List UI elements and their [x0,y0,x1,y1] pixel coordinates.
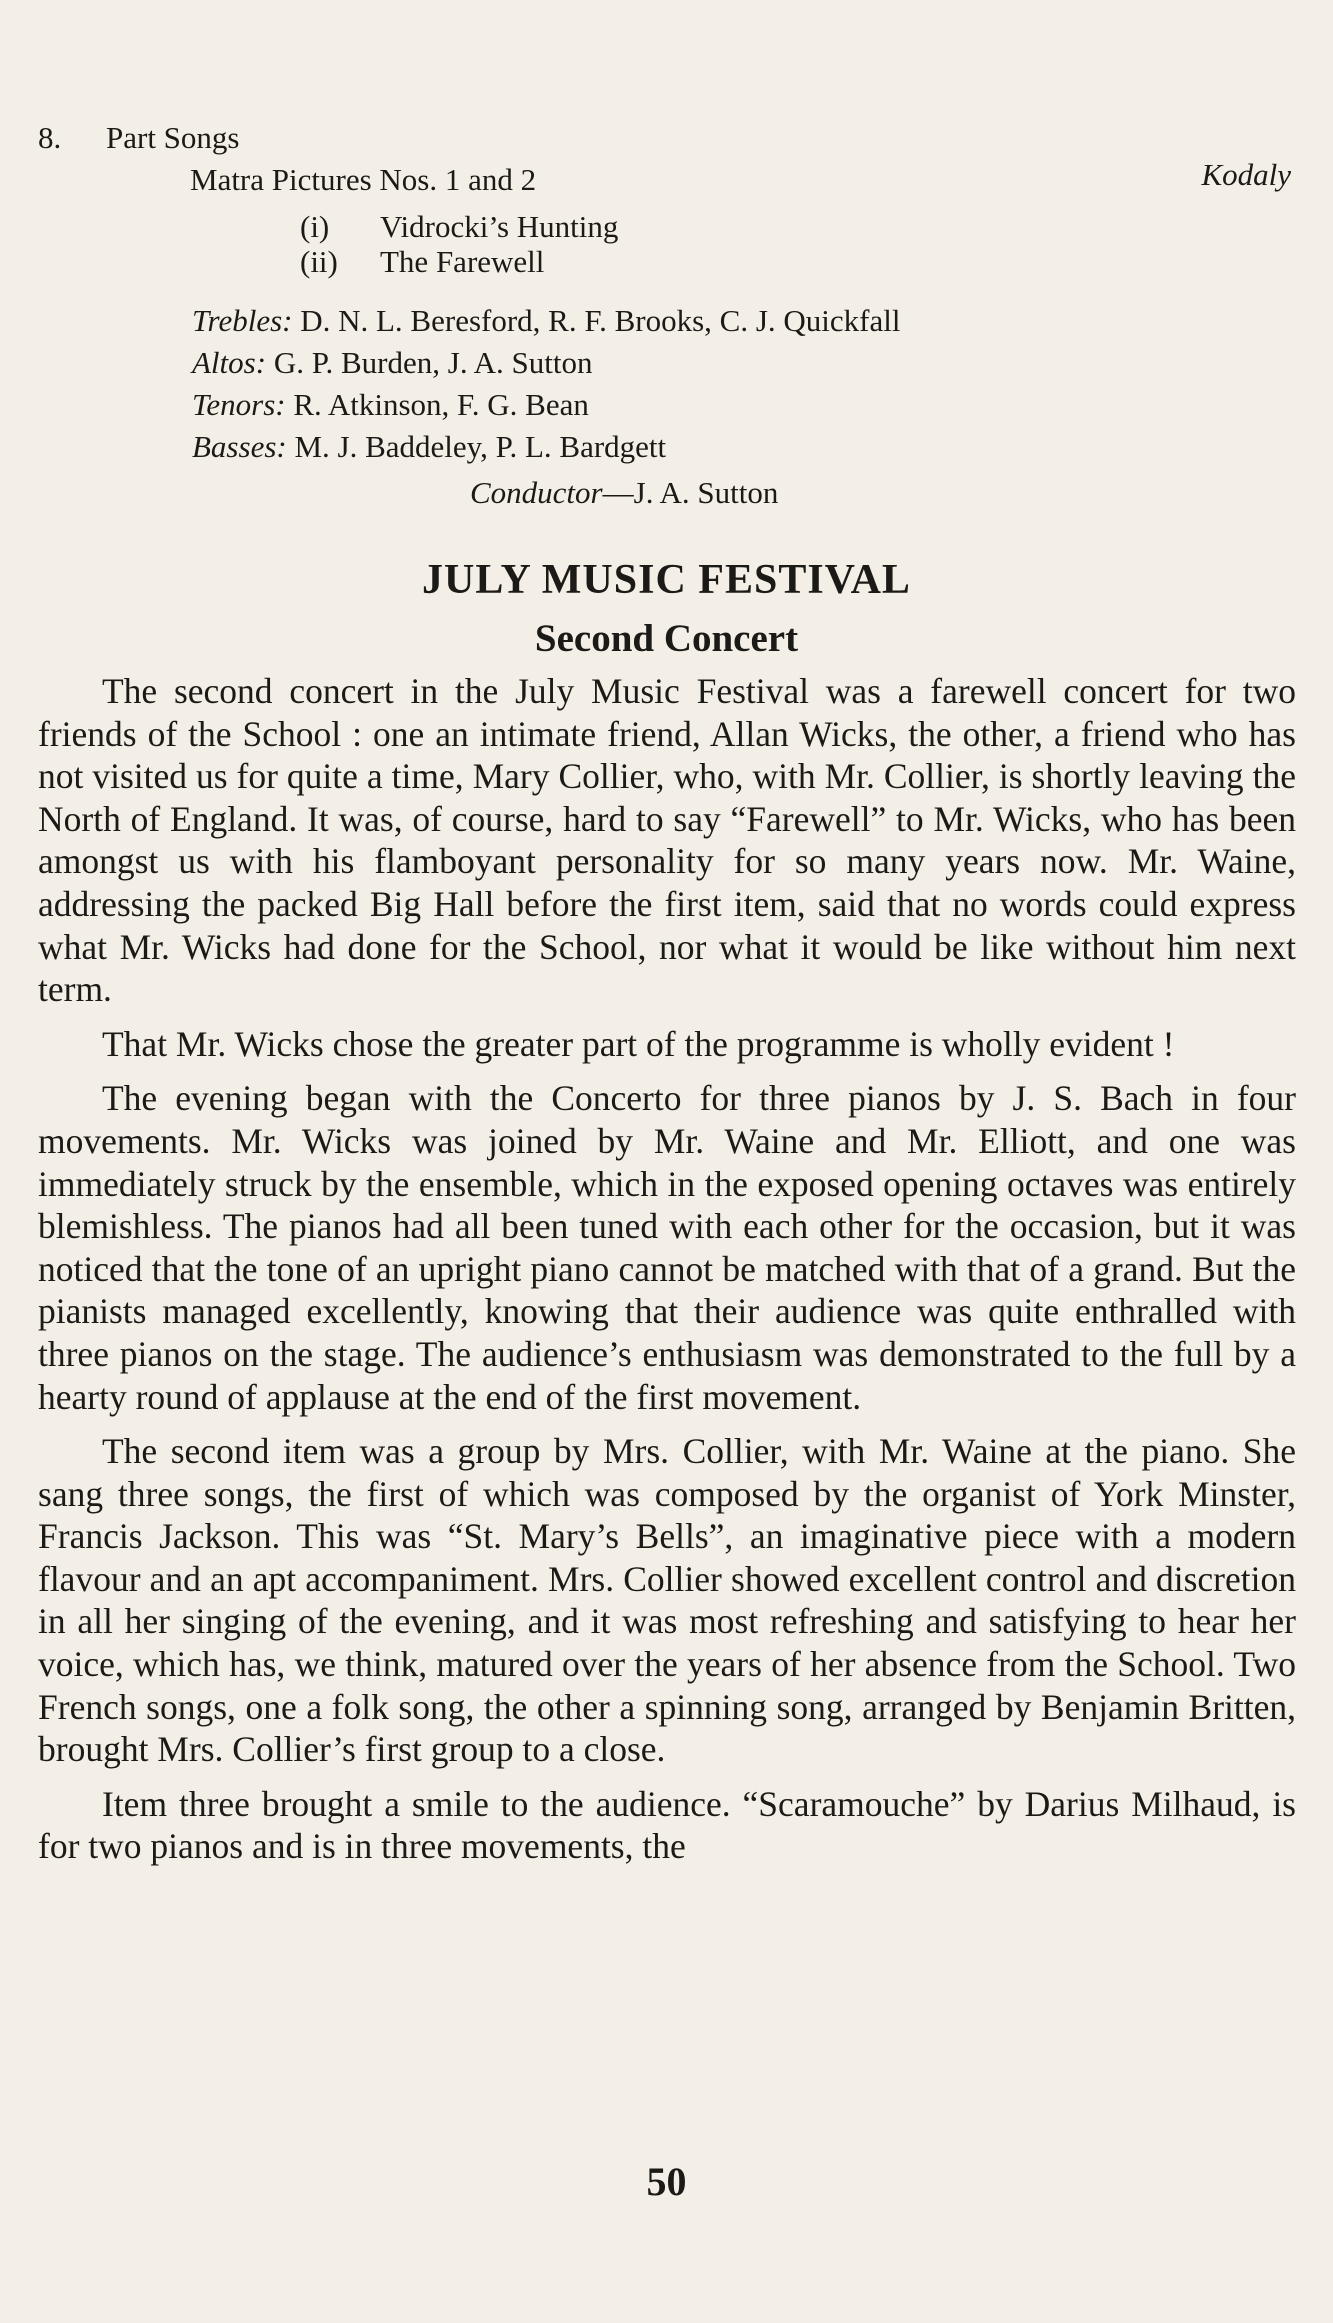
movement-title: Vidrocki’s Hunting [380,209,619,244]
programme-item-title: Part Songs [106,120,240,155]
voice-label: Altos: [192,345,267,380]
voice-label: Trebles: [192,303,293,338]
voice-label: Basses: [192,429,287,464]
conductor-label: Conductor [470,475,603,510]
movement-number: (ii) [300,244,338,279]
programme-item-number: 8. [38,120,62,155]
conductor-line [470,472,778,514]
paragraph: That Mr. Wicks chose the greater part of the programme is wholly evident ! [102,1023,1175,1064]
article-subheading: Second Concert [534,617,799,660]
performer-line-basses [192,426,666,468]
movement-title: The Farewell [380,244,545,279]
voice-names: D. N. L. Beresford, R. F. Brooks, C. J. Quickfall [300,303,901,338]
conductor-name: —J. A. Sutton [602,475,779,510]
voice-label: Tenors: [192,387,286,422]
paragraph: The evening began with the Concerto for three pianos by J. S. Bach in four movements. Mr. Wicks was joined by Mr. Waine and Mr. Elliott, and one was immediately struck by the ensemble, which in the exposed opening octaves was entirely blemishless. The pianos had all been tuned with each other for the occasion, but it was noticed that the tone of an upright piano cannot be matched with that of a grand. But the pianists managed excellently, knowing that their audience was quite enthralled with three pianos on the stage. The audience’s enthusiasm was demonstrated to the full by a hearty round of applause at the end of the first movement. [38,1078,1296,1417]
programme-composer: Kodaly [1201,157,1291,192]
voice-names: G. P. Burden, J. A. Sutton [273,345,593,380]
paragraph: Item three brought a smile to the audience. “Scaramouche” by Darius Milhaud, is for two pianos and is in three movements, the [38,1783,1296,1867]
paragraph: The second concert in the July Music Festival was a farewell concert for two friends of the School : one an intimate friend, Allan Wicks, the other, a friend who has not visited us for quite a time, Mary Collier, who, with Mr. Collier, is shortly leaving the North of England. It was, of course, hard to say “Farewell” to Mr. Wicks, who has been amongst us with his flamboyant personality for so many years now. Mr. Waine, addressing the packed Big Hall before the first item, said that no words could express what Mr. Wicks had done for the School, nor what it would be like without him next term. [38,671,1296,1010]
programme-work: Matra Pictures Nos. 1 and 2 [190,162,537,197]
performer-line-altos [192,342,592,384]
paragraph: The second item was a group by Mrs. Collier, with Mr. Waine at the piano. She sang three songs, the first of which was composed by the organist of York Minster, Francis Jackson. This was “St. Mary’s Bells”, an imaginative piece with a modern flavour and an apt accompaniment. Mrs. Collier showed excellent control and discretion in all her singing of the evening, and it was most refreshing and satisfying to hear her voice, which has, we think, matured over the years of her absence from the School. Two French songs, one a folk song, the other a spinning song, arranged by Benjamin Britten, brought Mrs. Collier’s first group to a close. [38,1431,1296,1770]
performer-line-trebles [192,300,900,342]
movement-number: (i) [300,209,330,244]
page-number: 50 [646,2159,687,2204]
voice-names: R. Atkinson, F. G. Bean [293,387,589,422]
article-body [38,670,1296,1880]
voice-names: M. J. Baddeley, P. L. Bardgett [294,429,667,464]
article-heading: JULY MUSIC FESTIVAL [422,557,911,603]
performer-line-tenors [192,384,589,426]
